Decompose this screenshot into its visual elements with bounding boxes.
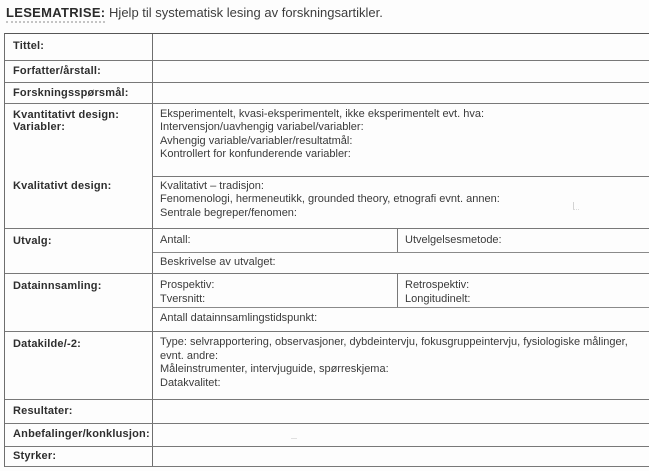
datainnsamling-content-cell xyxy=(153,274,649,331)
datainnsamling-label: Datainnsamling: xyxy=(5,274,153,331)
datainnsamling-subrow-2 xyxy=(153,308,649,331)
tittel-value-cell xyxy=(153,34,649,60)
styrker-label: Styrker: xyxy=(5,447,153,466)
forfatter-label: Forfatter/årstall: xyxy=(5,61,153,82)
kvantitativt-design-label: Kvantitativt design: xyxy=(13,109,120,121)
retrospektiv-label: Retrospektiv: xyxy=(405,279,470,291)
resultater-value-cell xyxy=(153,400,649,423)
forskningssporsmal-label: Forskningsspørsmål: xyxy=(5,83,153,103)
utvalg-content-cell xyxy=(153,229,649,273)
tittel-label: Tittel: xyxy=(5,34,153,60)
datainnsamling-subrow-1 xyxy=(153,274,649,308)
table-row-anbefalinger xyxy=(5,424,649,447)
utvalg-subrow-2 xyxy=(153,253,649,273)
kvantitativt-line: Eksperimentelt, kvasi-eksperimentelt, ikke eksperimentelt evt. hva: xyxy=(160,108,485,120)
datakilde-line: Måleinstrumenter, intervjuguide, spørreskjema: xyxy=(160,363,389,375)
antall-tidspunkt-label: Antall datainnsamlingstidspunkt: xyxy=(160,312,318,324)
beskrivelse-label: Beskrivelse av utvalget: xyxy=(160,256,276,268)
prospektiv-label: Prospektiv: xyxy=(160,279,215,291)
datainnsamling-right-cell xyxy=(398,274,649,307)
table-row-design xyxy=(5,104,649,229)
table-row-datainnsamling xyxy=(5,274,649,332)
variabler-label: Variabler: xyxy=(13,121,66,133)
anbefalinger-value-cell xyxy=(153,424,649,446)
forfatter-value-cell xyxy=(153,61,649,82)
kvantitativt-line: Intervensjon/uavhengig variabel/variabler: xyxy=(160,121,364,134)
forskningssporsmal-value-cell xyxy=(153,83,649,103)
kvantitativt-line: Kontrollert for konfunderende variabler: xyxy=(160,148,351,161)
longitudinelt-label: Longitudinelt: xyxy=(405,293,471,305)
tversnitt-label: Tversnitt: xyxy=(160,293,206,305)
page-title xyxy=(6,5,383,20)
table-row-utvalg xyxy=(5,229,649,274)
kvantitativt-line: Avhengig variable/variabler/resultatmål: xyxy=(160,134,353,147)
page-title-keyword: LESEMATRISE: xyxy=(6,5,105,23)
scan-artifact xyxy=(573,202,579,210)
anbefalinger-label: Anbefalinger/konklusjon: xyxy=(5,424,153,446)
kvalitativt-design-label: Kvalitativt design: xyxy=(13,180,112,192)
table-row-tittel xyxy=(5,34,649,61)
utvelgelsesmetode-label: Utvelgelsesmetode: xyxy=(405,234,502,246)
datakilde-line: Type: selvrapportering, observasjoner, dybdeintervju, fokusgruppeintervju, fysiologiske målinger, evnt. andre: xyxy=(160,336,628,362)
reading-matrix-table xyxy=(4,33,649,467)
datakilde-label: Datakilde/-2: xyxy=(5,332,153,399)
table-row-styrker xyxy=(5,447,649,467)
table-row-forfatter xyxy=(5,61,649,83)
design-label-cell xyxy=(5,104,153,228)
table-row-datakilde xyxy=(5,332,649,400)
datakilde-content-cell xyxy=(153,332,649,399)
antall-label: Antall: xyxy=(153,229,398,252)
kvalitativt-line: Fenomenologi, hermeneutikk, grounded theory, etnografi evnt. annen: xyxy=(160,193,500,206)
datainnsamling-left-cell xyxy=(153,274,398,307)
table-row-forskningssporsmal xyxy=(5,83,649,104)
page-title-subtitle: Hjelp til systematisk lesing av forskningsartikler. xyxy=(109,5,383,20)
kvalitativt-line: Sentrale begreper/fenomen: xyxy=(160,206,297,219)
kvalitativt-line: Kvalitativt – tradisjon: xyxy=(160,180,264,192)
resultater-label: Resultater: xyxy=(5,400,153,423)
table-row-resultater xyxy=(5,400,649,424)
kvantitativt-design-content xyxy=(153,104,649,177)
styrker-value-cell xyxy=(153,447,649,466)
utvalg-label: Utvalg: xyxy=(5,229,153,273)
utvalg-subrow-1 xyxy=(153,229,649,253)
scan-artifact xyxy=(291,433,297,439)
datakilde-line: Datakvalitet: xyxy=(160,376,221,389)
